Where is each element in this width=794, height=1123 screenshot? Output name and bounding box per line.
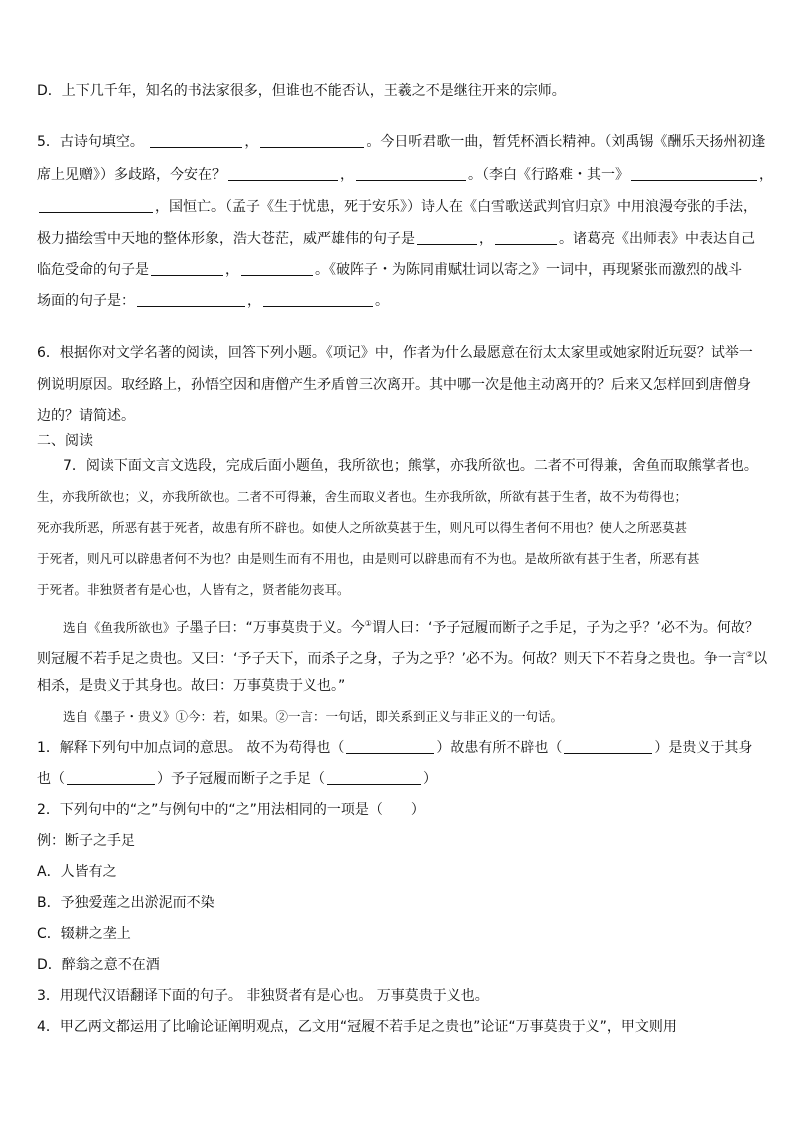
q5-line-5 (37, 259, 742, 281)
sub2-example: 例：断子之手足 (37, 833, 135, 849)
passage-text: 以 (753, 651, 768, 667)
q6-line-2: 例说明原因。取经路上，孙悟空因和唐僧产生矛盾曾三次离开。其中哪一次是他主动离开的？后来又怎样回到唐僧身 (37, 377, 751, 393)
answer-blank[interactable] (564, 739, 652, 754)
answer-blank[interactable] (137, 292, 245, 307)
footnote-marker: ② (745, 650, 754, 659)
q5-text: 。今日听君歌一曲，暂凭杯酒长精神。（刘禹锡《酬乐天扬州初逢 (366, 134, 766, 150)
q5-text: 。诸葛亮《出师表》中表达自己 (559, 231, 755, 247)
q5-text: 。（李白《行路难・其一》 (468, 167, 629, 183)
separator: ， (225, 262, 239, 278)
footnote-marker: ① (364, 619, 372, 628)
q5-line-3 (37, 196, 757, 218)
q7-footnote: 选自《墨子・贵义》①今：若，如果。②一言：一句话，即关系到正义与非正义的一句话。 (63, 709, 564, 724)
sub3-question: 3．用现代汉语翻译下面的句子。 非独贤者有是心也。 万事莫贵于义也。 (37, 988, 489, 1004)
q7-line-1: 7．阅读下面文言文选段，完成后面小题鱼，我所欲也；熊掌，亦我所欲也。二者不可得兼，舍鱼而取熊掌者也。 (63, 458, 758, 474)
q5-text: 极力描绘雪中天地的整体形象，浩大苍茫，威严雄伟的句子是 (37, 231, 415, 247)
answer-blank[interactable] (417, 230, 477, 245)
answer-blank[interactable] (228, 166, 338, 181)
sub4-question: 4．甲乙两文都运用了比喻论证阐明观点，乙文用“冠履不若手足之贵也”论证“万事莫贵于义”，甲文则用 (37, 1019, 677, 1035)
passage-text: 谓人曰：‘予子冠履而断子之手足，子为之乎？’必不为。何故？ (371, 620, 759, 636)
q7-line-5: 于死者。非独贤者有是心也，人皆有之，贤者能勿丧耳。 (37, 582, 350, 597)
answer-blank[interactable] (631, 166, 757, 181)
sub1-text: ）是贵义于其身 (654, 740, 753, 756)
sub1-text: ） (423, 771, 437, 787)
sub1-text: ）予子冠履而断子之手足（ (157, 771, 325, 787)
source-note: 选自《鱼我所欲也》 (63, 620, 176, 635)
q5-text: 场面的句子是： (37, 293, 135, 309)
sub2-option-b[interactable]: B．予独爱莲之出淤泥而不染 (37, 895, 215, 911)
sub2-option-c[interactable]: C．辍耕之垄上 (37, 926, 131, 942)
q6-line-1: 6．根据你对文学名著的阅读，回答下列小题。《项记》中，作者为什么最愿意在衍太太家里或她家附近玩耍？试举一 (37, 345, 753, 361)
q7-line-4: 于死者，则凡可以辟患者何不为也？由是则生而有不用也，由是则可以辟患而有不为也。是故所欲有甚于生者，所恶有甚 (37, 551, 700, 566)
q5-text: ，国恒亡。（孟子《生于忧患，死于安乐》）诗人在《白雪歌送武判官归京》中用浪漫夸张的手法， (155, 199, 757, 215)
q5-number: 5．古诗句填空。 (37, 134, 144, 150)
answer-blank[interactable] (150, 133, 242, 148)
separator: ， (479, 231, 493, 247)
answer-blank[interactable] (260, 133, 364, 148)
separator: ， (244, 134, 259, 150)
sub1-text: ）故患有所不辟也（ (436, 740, 563, 756)
q5-line-4 (37, 228, 755, 250)
answer-blank[interactable] (327, 770, 421, 785)
q6-line-3: 边的？请简述。 (37, 408, 135, 424)
separator: 。 (375, 293, 389, 309)
q7-line-8: 相杀，是贵义于其身也。故曰：万事莫贵于义也。” (37, 678, 346, 694)
q4-option-d: D．上下几千年，知名的书法家很多，但谁也不能否认，王羲之不是继往开来的宗师。 (37, 83, 566, 99)
q5-line-6 (37, 290, 389, 312)
separator: ， (247, 293, 261, 309)
answer-blank[interactable] (346, 739, 434, 754)
q7-line-7 (37, 644, 767, 670)
q5-text: 席上见赠》）多歧路，今安在？ (37, 167, 226, 183)
q5-line-1 (37, 131, 765, 153)
sub2-question: 2．下列句中的“之”与例句中的“之”用法相同的一项是（ ） (37, 802, 425, 818)
sub1-line-1 (37, 737, 752, 759)
sub1-line-2 (37, 768, 437, 790)
q7-line-2: 生，亦我所欲也；义，亦我所欲也。二者不可得兼，舍生而取义者也。生亦我所欲，所欲有甚于生者，故不为苟得也； (37, 489, 688, 504)
separator: ， (340, 167, 354, 183)
q5-text: 临危受命的句子是 (37, 262, 149, 278)
answer-blank[interactable] (39, 198, 153, 213)
sub2-option-d[interactable]: D．醉翁之意不在酒 (37, 957, 160, 973)
passage-text: 则冠履不若手足之贵也。又曰：‘予子天下，而杀子之身，子为之乎？’必不为。何故？则天下不若身之贵也。争一言 (37, 651, 746, 667)
answer-blank[interactable] (356, 166, 466, 181)
section-heading: 二、阅读 (37, 433, 93, 449)
answer-blank[interactable] (67, 770, 155, 785)
sub1-text: 也（ (37, 771, 65, 787)
answer-blank[interactable] (241, 261, 313, 276)
passage-text: 子墨子曰：“万事莫贵于义。今 (175, 620, 365, 636)
q7-line-6 (63, 613, 759, 639)
q5-line-2 (37, 164, 773, 186)
answer-blank[interactable] (495, 230, 557, 245)
sub2-option-a[interactable]: A．人皆有之 (37, 864, 117, 880)
q5-text: 。《破阵子・为陈同甫赋壮词以寄之》一词中，再现紧张而激烈的战斗 (315, 262, 742, 278)
separator: ， (759, 167, 773, 183)
q7-line-3: 死亦我所恶，所恶有甚于死者，故患有所不辟也。如使人之所欲莫甚于生，则凡可以得生者何不用也？使人之所恶莫甚 (37, 520, 688, 535)
answer-blank[interactable] (151, 261, 223, 276)
sub1-text: 1．解释下列句中加点词的意思。 故不为苟得也（ (37, 740, 345, 756)
answer-blank[interactable] (263, 292, 373, 307)
